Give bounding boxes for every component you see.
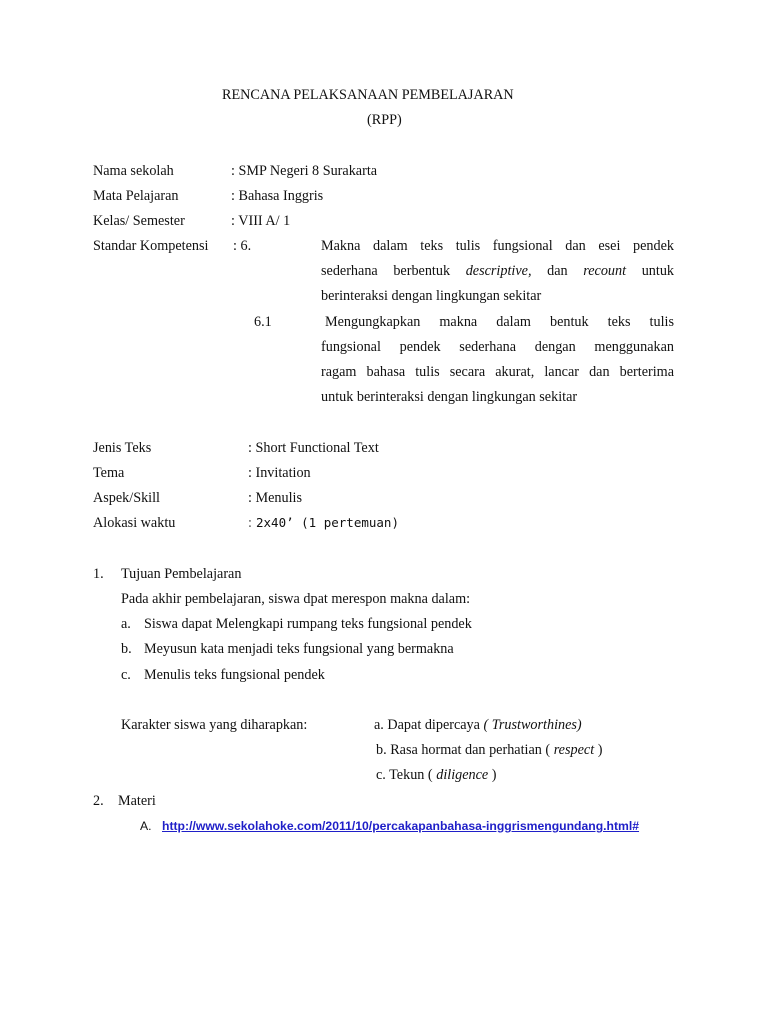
materi-item-marker: A. xyxy=(140,819,152,833)
karakter-b: b. Rasa hormat dan perhatian ( respect ) xyxy=(376,742,603,758)
jenis-teks-value: : Short Functional Text xyxy=(248,440,379,456)
standar-line-3: berinteraksi dengan lingkungan sekitar xyxy=(321,288,542,304)
karakter-label: Karakter siswa yang diharapkan: xyxy=(121,717,308,733)
document-title: RENCANA PELAKSANAAN PEMBELAJARAN xyxy=(222,87,514,103)
materi-heading: Materi xyxy=(118,793,156,809)
materi-link[interactable]: http://www.sekolahoke.com/2011/10/percakapanbahasa-inggrismengundang.html# xyxy=(162,819,640,833)
tujuan-intro: Pada akhir pembelajaran, siswa dpat merespon makna dalam: xyxy=(121,591,471,607)
alokasi-waktu-colon: : xyxy=(248,515,252,531)
kelas-semester-value: : VIII A/ 1 xyxy=(231,213,291,229)
kompetensi-dasar-line-3: ragam bahasa tulis secara akurat, lancar dan berterima xyxy=(321,364,674,380)
standar-line-2: sederhana berbentuk descriptive, dan recount untuk xyxy=(321,263,675,279)
nama-sekolah-value: : SMP Negeri 8 Surakarta xyxy=(231,163,378,179)
tema-label: Tema xyxy=(93,465,125,481)
tujuan-item-marker: c. xyxy=(121,667,131,683)
standar-line-1: Makna dalam teks tulis fungsional dan esei pendek xyxy=(321,238,674,254)
standar-kompetensi-number: : 6. xyxy=(233,238,252,254)
alokasi-waktu-label: Alokasi waktu xyxy=(93,515,176,531)
mata-pelajaran-value: : Bahasa Inggris xyxy=(231,188,324,204)
alokasi-waktu-value: 2x40’ (1 pertemuan) xyxy=(256,515,399,530)
aspek-skill-value: : Menulis xyxy=(248,490,302,506)
aspek-skill-label: Aspek/Skill xyxy=(93,490,161,506)
tujuan-item-marker: a. xyxy=(121,616,131,632)
kompetensi-dasar-line-2: fungsional pendek sederhana dengan menggunakan xyxy=(321,339,674,355)
document-subtitle: (RPP) xyxy=(367,112,402,128)
kompetensi-dasar-number: 6.1 xyxy=(254,314,272,330)
karakter-c: c. Tekun ( diligence ) xyxy=(376,767,497,783)
kompetensi-dasar-line-1: Mengungkapkan makna dalam bentuk teks tulis xyxy=(325,314,674,330)
standar-kompetensi-label: Standar Kompetensi xyxy=(93,238,209,254)
jenis-teks-label: Jenis Teks xyxy=(93,440,152,456)
kelas-semester-label: Kelas/ Semester xyxy=(93,213,185,229)
mata-pelajaran-label: Mata Pelajaran xyxy=(93,188,179,204)
tujuan-item-marker: b. xyxy=(121,641,132,657)
tujuan-item: Menulis teks fungsional pendek xyxy=(144,667,325,683)
tujuan-number: 1. xyxy=(93,566,104,582)
tema-value: : Invitation xyxy=(248,465,311,481)
tujuan-heading: Tujuan Pembelajaran xyxy=(121,566,242,582)
karakter-a: a. Dapat dipercaya ( Trustworthines) xyxy=(374,717,582,733)
nama-sekolah-label: Nama sekolah xyxy=(93,163,174,179)
tujuan-item: Meyusun kata menjadi teks fungsional yang bermakna xyxy=(144,641,454,657)
materi-number: 2. xyxy=(93,793,104,809)
tujuan-item: Siswa dapat Melengkapi rumpang teks fungsional pendek xyxy=(144,616,472,632)
kompetensi-dasar-line-4: untuk berinteraksi dengan lingkungan sekitar xyxy=(321,389,578,405)
